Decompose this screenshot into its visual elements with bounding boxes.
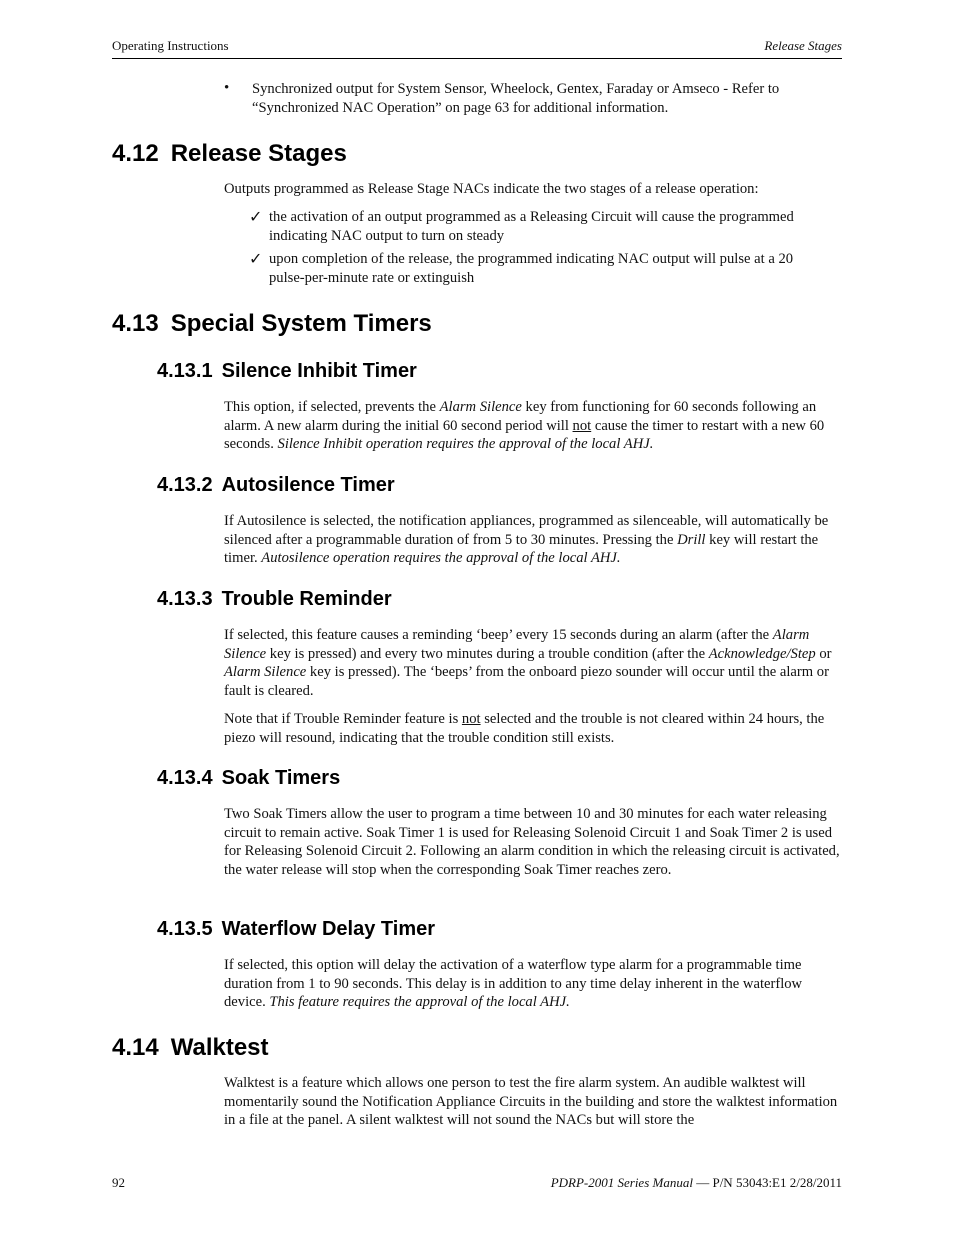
section-title: Soak Timers [221,767,341,789]
intro-bullet-text [252,80,844,117]
ahj-note: This feature requires the approval of the local AHJ. [269,994,570,1011]
ahj-note: Silence Inhibit operation requires the approval of the local AHJ. [277,436,654,453]
section-title: Walktest [170,1034,269,1061]
section-number: 4.13.1 [157,360,213,382]
section-title: Special System Timers [170,310,432,337]
section-4-13-3-heading [157,588,392,611]
section-4-13-5-heading [157,918,435,941]
text-run: If selected, this option will delay the activation of a waterflow type alarm for a programmable time duration from 1 to 90 seconds. This delay is in addition to any time delay inherent in the waterflow device. [224,957,803,1011]
section-number: 4.14 [112,1034,159,1061]
section-4-12-intro: Outputs programmed as Release Stage NACs indicate the two stages of a release operation: [224,181,759,197]
text-run: or [815,645,832,662]
section-4-13-1-heading [157,360,417,383]
text-run: Note that if Trouble Reminder feature is [224,711,462,727]
section-4-13-heading [112,310,432,338]
section-4-13-3-body [224,626,844,701]
key-name: Drill [677,531,706,548]
text-run: selected and the trouble is not cleared within 24 hours, the piezo will resound, indicating that the trouble condition still exists. [224,711,825,746]
key-name: Alarm Silence [224,627,810,662]
underlined-word: not [461,711,481,727]
footer-manual-info [551,1175,842,1191]
section-number: 4.13.2 [157,474,213,496]
check-icon: ✓ [249,249,263,268]
check-item-2 [269,250,844,287]
section-4-12-heading [112,140,347,168]
check-item-1-line2: indicating NAC output to turn on steady [269,227,505,244]
check-item-2-line1: upon completion of the release, the programmed indicating NAC output will pulse at a 20 [269,251,794,267]
page-number: 92 [112,1175,125,1190]
text-run: If selected, this feature causes a reminding ‘beep’ every 15 seconds during an alarm (after the [224,627,773,643]
check-icon: ✓ [249,207,263,226]
section-4-14-heading [112,1034,269,1062]
text-run: If Autosilence is selected, the notification appliances, programmed as silenceable, will automatically be silenced after a programmable duration of from 5 to 30 minutes. Pressing the [224,513,829,548]
manual-title: PDRP-2001 Series Manual [550,1175,693,1190]
text-run: key is pressed) and every two minutes during a trouble condition (after the [266,645,709,662]
section-4-13-2-body [224,512,844,568]
section-4-13-2-heading [157,474,395,497]
underlined-word: not [572,417,592,434]
intro-bullet-line2: “Synchronized NAC Operation” on page 63 for additional information. [252,99,669,116]
header-left: Operating Instructions [112,38,229,53]
key-name: Alarm Silence [439,399,522,415]
section-title: Trouble Reminder [221,588,392,610]
section-4-13-5-body [224,956,844,1012]
section-4-13-4-heading [157,767,340,790]
check-item-1-line1: the activation of an output programmed as a Releasing Circuit will cause the programmed [269,209,794,225]
key-name: Acknowledge/Step [708,645,816,662]
section-number: 4.12 [112,140,159,167]
section-4-13-4-body: Two Soak Timers allow the user to program a time between 10 and 30 minutes for each water releasing circuit to remain active. Soak Timer 1 is used for Releasing Solenoid Circuit 1 and Soak Timer 2 is used for Releasing Solenoid Circuit 2. Following an alarm condition in which the releasing circuit is activated, the water release will stop when the corresponding Soak Timer reaches zero. [224,806,840,879]
text-run: key will restart the timer. [224,531,819,567]
key-name: Alarm Silence [224,664,307,681]
intro-bullet-line1: Synchronized output for System Sensor, Wheelock, Gentex, Faraday or Amseco - Refer to [252,81,780,97]
check-item-2-line2: pulse-per-minute rate or extinguish [269,269,475,286]
section-number: 4.13.3 [157,588,213,610]
bullet-symbol: • [224,80,230,96]
page-header [112,38,842,59]
section-title: Waterflow Delay Timer [221,918,436,940]
text-run: key is pressed). The ‘beeps’ from the onboard piezo sounder will occur until the alarm or fault is cleared. [224,664,829,700]
section-4-13-3-note [224,710,844,747]
text-run: This option, if selected, prevents the [224,399,440,415]
part-number: — P/N 53043:E1 2/28/2011 [692,1175,842,1190]
section-4-13-1-body [224,398,844,454]
section-4-14-body: Walktest is a feature which allows one person to test the fire alarm system. An audible walktest will momentarily sound the Notification Appliance Circuits in the building and store the walktest information in a file at the panel. A silent walktest will not sound the NACs but will store the [224,1075,838,1129]
section-number: 4.13.5 [157,918,213,940]
section-number: 4.13.4 [157,767,213,789]
section-number: 4.13 [112,310,159,337]
section-title: Release Stages [170,140,347,167]
section-title: Autosilence Timer [221,474,395,496]
check-item-1 [269,208,844,245]
section-title: Silence Inhibit Timer [221,360,417,382]
ahj-note: Autosilence operation requires the approval of the local AHJ. [261,550,621,567]
header-right: Release Stages [764,38,842,53]
text-run: key from functioning for 60 seconds following an alarm. A new alarm during the initial 60 second period will [224,399,817,434]
text-run: cause the timer to restart with a new 60 seconds. [224,417,825,453]
